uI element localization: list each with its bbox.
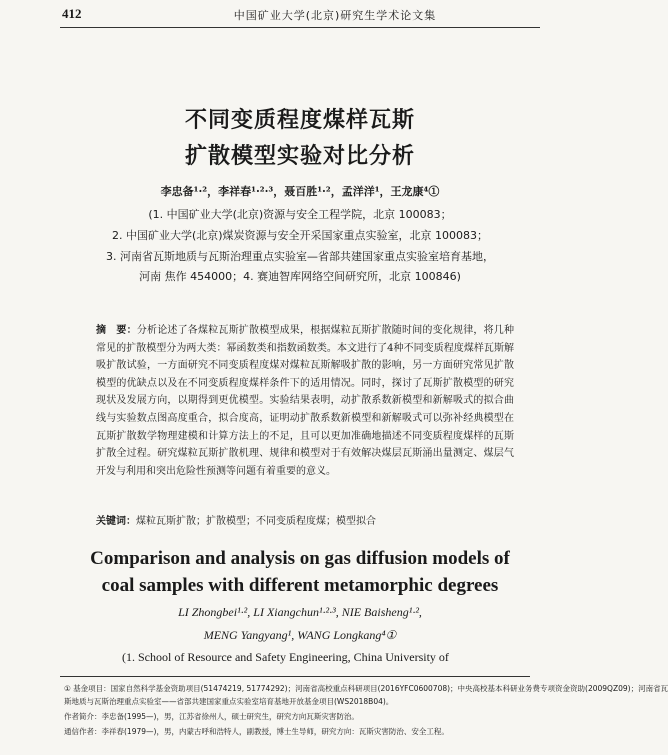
footnote-4: 通信作者：李祥春(1979—)，男，内蒙古呼和浩特人，副教授，博士生导师，研究方向：瓦斯灾害防治、安全工程。 (64, 727, 449, 736)
title-cn-line-2: 扩散模型实验对比分析 (184, 144, 415, 169)
keywords-cn (96, 512, 514, 527)
footnote-3: 作者简介：李忠备(1995—)，男，江苏省徐州人，硕士研究生，研究方向瓦斯灾害防治。 (64, 712, 359, 721)
abstract-label: 摘 要： (96, 325, 137, 336)
running-title: 中国矿业大学(北京)研究生学术论文集 (233, 9, 437, 22)
keywords-text: 煤粒瓦斯扩散；扩散模型；不同变质程度煤；模型拟合 (136, 516, 376, 527)
authors-cn: 李忠备¹·²，李祥春¹·²·³，聂百胜¹·²，孟洋洋¹，王龙康⁴① (160, 185, 440, 198)
footnote-1: ① 基金项目：国家自然科学基金资助项目(51474219, 51774292)；河南省高校重点科研项目(2016YFC0600708)；中央高校基本科研业务费专项资金资助(2009QZ09)；河南省瓦 (64, 684, 668, 693)
abstract-cn (96, 322, 514, 480)
title-en-line-2: coal samples with different metamorphic degrees (101, 575, 499, 596)
authors-en-line-2: MENG Yangyang¹, WANG Longkang⁴① (203, 628, 397, 642)
affiliation-cn-4: 河南 焦作 454000；4. 赛迪智库网络空间研究所，北京 100846) (139, 270, 461, 283)
abstract-text: 分析论述了各煤粒瓦斯扩散模型成果，根据煤粒瓦斯扩散随时间的变化规律，将几种常见的扩散模型分为两大类：幂函数类和指数函数类。本文进行了4种不同变质程度煤样瓦斯解吸扩散试验，一方面研究不同变质程度煤对煤粒瓦斯解吸扩散的影响，另一方面研究常见扩散模型的优缺点以及在不同变质程度煤样条件下的适用情况。同时，探讨了瓦斯扩散模型的研究现状及发展方向，以期得到更优模型。实验结果表明，动扩散系数新模型和新解吸式的拟合曲线与实验数点图高度重合，拟合度高，证明动扩散系数新模型和新解吸式可以弥补经典模型在瓦斯扩散数学物理建模和计算方法上的不足，且可以更加准确地描述不同变质程度煤样的瓦斯扩散全过程。研究煤粒瓦斯扩散机理、规律和模型对于有效解决煤层瓦斯涌出量测定、煤层气开发与利用和突出危险性预测等问题有着重要的意义。 (96, 325, 515, 477)
authors-en-line-1: LI Zhongbei¹·², LI Xiangchun¹·²·³, NIE Baisheng¹·², (178, 605, 422, 619)
header-rule (60, 27, 540, 28)
page-number: 412 (62, 6, 82, 21)
affiliation-cn-3: 3. 河南省瓦斯地质与瓦斯治理重点实验室—省部共建国家重点实验室培育基地， (106, 250, 494, 263)
affiliation-cn-2: 2. 中国矿业大学(北京)煤炭资源与安全开采国家重点实验室，北京 100083； (111, 229, 489, 242)
footnote-2: 斯地质与瓦斯治理重点实验室——省部共建国家重点实验室培育基地开放基金项目(WS2018B04)。 (64, 697, 394, 706)
title-en-line-1: Comparison and analysis on gas diffusion models of (90, 548, 510, 569)
title-cn-line-1: 不同变质程度煤样瓦斯 (184, 108, 415, 133)
affiliation-cn-1: (1. 中国矿业大学(北京)资源与安全工程学院，北京 100083； (148, 208, 452, 221)
footnote-rule (60, 676, 530, 677)
affiliation-en: (1. School of Resource and Safety Engineering, China University of (122, 650, 449, 664)
keywords-label: 关键词： (96, 516, 136, 527)
